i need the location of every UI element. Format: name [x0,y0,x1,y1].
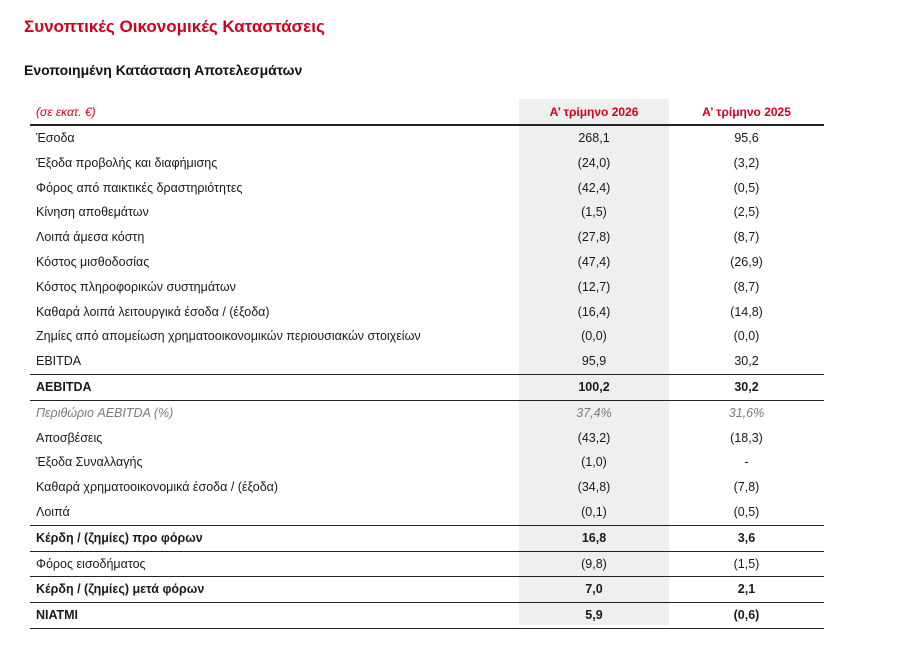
row-label: Περιθώριο AEBITDA (%) [36,405,174,420]
value-q1-2025: 30,2 [734,379,759,394]
table-row [30,225,824,250]
row-label: Κόστος μισθοδοσίας [36,254,150,269]
row-label: Κέρδη / (ζημίες) μετά φόρων [36,582,205,597]
row-label: Έξοδα προβολής και διαφήμισης [36,155,218,170]
value-q1-2025: (0,0) [733,329,760,344]
column-header-q1-2025: Α’ τρίμηνο 2025 [702,105,791,119]
value-q1-2025: 95,6 [734,131,759,145]
table-row [30,400,824,426]
value-q1-2025: (0,5) [733,180,760,195]
value-q1-2025: (3,2) [733,155,760,170]
table-row [30,500,824,525]
row-label: AEBITDA [36,379,92,394]
value-q1-2025: (1,5) [733,556,760,571]
row-label: Φόρος από παικτικές δραστηριότητες [36,180,243,195]
value-q1-2026: (1,0) [581,455,607,470]
table-row [30,450,824,475]
value-q1-2026: (47,4) [577,254,611,269]
row-label: Καθαρά λοιπά λειτουργικά έσοδα / (έξοδα) [36,304,270,319]
value-q1-2025: (7,8) [733,480,760,495]
value-q1-2026: 100,2 [578,379,610,394]
table-row [30,300,824,325]
table-row [30,374,824,400]
row-label: Λοιπά [36,504,70,519]
value-q1-2026: 268,1 [578,131,610,145]
table-row [30,126,824,151]
row-label: Λοιπά άμεσα κόστη [36,230,145,245]
row-label: Καθαρά χρηματοοικονομικά έσοδα / (έξοδα) [36,480,279,495]
value-q1-2026: (42,4) [577,180,611,195]
column-header-q1-2026: Α’ τρίμηνο 2026 [549,105,639,119]
value-q1-2025: 3,6 [737,530,756,545]
table-row [30,551,824,577]
value-q1-2026: 7,0 [585,582,603,597]
value-q1-2025: (26,9) [730,254,763,269]
value-q1-2026: (27,8) [577,230,611,245]
section-title: Συνοπτικές Οικονομικές Καταστάσεις [24,17,325,36]
row-label: Ζημίες από απομείωση χρηματοοικονομικών περιουσιακών στοιχείων [36,329,421,344]
value-q1-2026: 16,8 [581,530,607,545]
row-label: Έσοδα [36,131,75,145]
value-q1-2026: (34,8) [577,480,611,495]
value-q1-2025: (8,7) [733,279,760,294]
row-label: Κόστος πληροφορικών συστημάτων [36,279,236,294]
table-row [30,275,824,300]
table-row [30,525,824,551]
value-q1-2026: 95,9 [581,354,607,369]
value-q1-2025: 30,2 [734,354,759,369]
value-q1-2025: - [744,455,749,470]
value-q1-2026: 5,9 [585,608,603,623]
row-label: Κέρδη / (ζημίες) προ φόρων [36,530,203,545]
table-row [30,475,824,500]
value-q1-2026: (0,0) [581,329,607,344]
statement-title: Ενοποιημένη Κατάσταση Αποτελεσμάτων [24,62,303,78]
value-q1-2026: (43,2) [577,430,611,445]
table-row [30,250,824,275]
value-q1-2025: (18,3) [730,430,763,445]
value-q1-2025: 31,6% [728,405,765,420]
income-statement-table [30,99,824,629]
value-q1-2026: (12,7) [577,279,611,294]
value-q1-2026: (0,1) [581,504,607,519]
row-label: Κίνηση αποθεμάτων [36,205,149,220]
value-q1-2025: (2,5) [733,205,760,220]
value-q1-2026: (1,5) [581,205,607,220]
table-row [30,200,824,225]
table-row [30,151,824,176]
row-label: Φόρος εισοδήματος [36,556,146,571]
table-row [30,576,824,602]
unit-label: (σε εκατ. €) [36,105,96,119]
row-label: Αποσβέσεις [36,430,103,445]
row-label: EBITDA [36,354,82,369]
value-q1-2026: (9,8) [581,556,607,571]
value-q1-2026: 37,4% [576,405,612,420]
value-q1-2025: (0,6) [733,608,760,623]
table-body [30,126,824,629]
value-q1-2026: (16,4) [577,304,611,319]
table-row [30,176,824,201]
value-q1-2025: (8,7) [733,230,760,245]
value-q1-2025: (0,5) [733,504,760,519]
value-q1-2025: 2,1 [737,582,756,597]
table-row [30,602,824,629]
table-header [30,99,824,126]
value-q1-2026: (24,0) [577,155,611,170]
table-row [30,426,824,451]
table-row [30,324,824,349]
table-row [30,349,824,374]
value-q1-2025: (14,8) [730,304,763,319]
row-label: Έξοδα Συναλλαγής [36,455,143,470]
row-label: ΝΙΑΤΜΙ [36,608,79,623]
